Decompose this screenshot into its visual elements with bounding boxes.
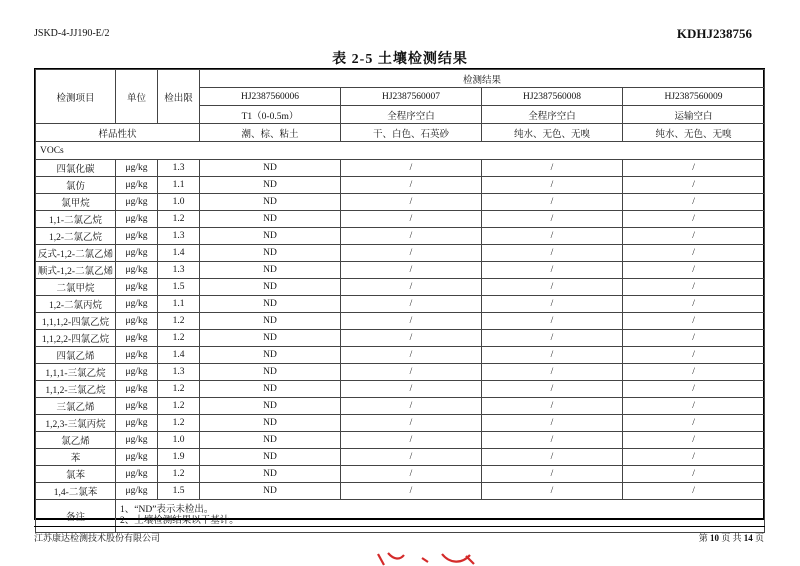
- result-cell: ND: [200, 279, 341, 296]
- result-cell: /: [341, 364, 482, 381]
- result-cell: ND: [200, 194, 341, 211]
- result-cell: ND: [200, 160, 341, 177]
- limit-cell: 1.2: [158, 381, 200, 398]
- item-cell: 氯乙烯: [36, 432, 116, 449]
- result-cell: /: [341, 466, 482, 483]
- page-indicator: [699, 531, 764, 544]
- table-row: [36, 313, 765, 330]
- table-row: [36, 432, 765, 449]
- unit-cell: μg/kg: [116, 228, 158, 245]
- limit-cell: 1.4: [158, 347, 200, 364]
- table-row: [36, 483, 765, 500]
- item-cell: 氯苯: [36, 466, 116, 483]
- result-cell: /: [341, 194, 482, 211]
- limit-cell: 1.3: [158, 228, 200, 245]
- column-header-item: 检测项目: [36, 70, 116, 124]
- result-cell: /: [623, 364, 765, 381]
- sample-property: 纯水、无色、无嗅: [623, 124, 765, 142]
- result-cell: /: [623, 483, 765, 500]
- table-row: [36, 398, 765, 415]
- table-row: [36, 245, 765, 262]
- unit-cell: μg/kg: [116, 483, 158, 500]
- item-cell: 1,2,3-三氯丙烷: [36, 415, 116, 432]
- item-cell: 1,1,2-三氯乙烷: [36, 381, 116, 398]
- result-cell: /: [623, 262, 765, 279]
- result-cell: /: [623, 279, 765, 296]
- header-row-1: [36, 70, 765, 88]
- footer-divider: [34, 526, 765, 527]
- unit-cell: μg/kg: [116, 262, 158, 279]
- item-cell: 氯甲烷: [36, 194, 116, 211]
- result-cell: /: [482, 449, 623, 466]
- table-row: [36, 296, 765, 313]
- table-row: [36, 160, 765, 177]
- table-row: [36, 449, 765, 466]
- item-cell: 反式-1,2-二氯乙烯: [36, 245, 116, 262]
- result-cell: /: [623, 347, 765, 364]
- result-cell: /: [341, 228, 482, 245]
- unit-cell: μg/kg: [116, 432, 158, 449]
- result-cell: /: [482, 228, 623, 245]
- result-cell: /: [623, 330, 765, 347]
- limit-cell: 1.4: [158, 245, 200, 262]
- table-row: [36, 364, 765, 381]
- result-cell: ND: [200, 313, 341, 330]
- result-cell: /: [482, 381, 623, 398]
- result-cell: /: [623, 466, 765, 483]
- result-cell: ND: [200, 364, 341, 381]
- column-header-unit: 单位: [116, 70, 158, 124]
- result-cell: ND: [200, 245, 341, 262]
- unit-cell: μg/kg: [116, 364, 158, 381]
- result-cell: ND: [200, 432, 341, 449]
- limit-cell: 1.2: [158, 466, 200, 483]
- sample-id: HJ2387560009: [623, 88, 765, 106]
- result-cell: /: [341, 262, 482, 279]
- result-cell: /: [482, 483, 623, 500]
- item-cell: 1,2-二氯丙烷: [36, 296, 116, 313]
- result-cell: /: [482, 415, 623, 432]
- result-cell: /: [623, 449, 765, 466]
- unit-cell: μg/kg: [116, 245, 158, 262]
- table-row: [36, 415, 765, 432]
- table-row: [36, 228, 765, 245]
- item-cell: 氯仿: [36, 177, 116, 194]
- result-cell: /: [623, 313, 765, 330]
- result-cell: /: [623, 245, 765, 262]
- sample-property: 干、白色、石英砂: [341, 124, 482, 142]
- result-cell: /: [623, 432, 765, 449]
- result-cell: /: [482, 364, 623, 381]
- item-cell: 四氯乙烯: [36, 347, 116, 364]
- column-header-limit: 检出限: [158, 70, 200, 124]
- limit-cell: 1.9: [158, 449, 200, 466]
- soil-results-table: [35, 69, 765, 533]
- result-cell: /: [623, 415, 765, 432]
- result-cell: ND: [200, 330, 341, 347]
- result-cell: /: [482, 262, 623, 279]
- table-row: [36, 330, 765, 347]
- limit-cell: 1.2: [158, 211, 200, 228]
- sample-id: HJ2387560006: [200, 88, 341, 106]
- limit-cell: 1.5: [158, 279, 200, 296]
- result-cell: /: [482, 194, 623, 211]
- limit-cell: 1.2: [158, 330, 200, 347]
- section-label: VOCs: [36, 142, 765, 160]
- sample-point: T1（0-0.5m）: [200, 106, 341, 124]
- sample-id: HJ2387560008: [482, 88, 623, 106]
- table-row: [36, 347, 765, 364]
- unit-cell: μg/kg: [116, 415, 158, 432]
- result-cell: /: [341, 211, 482, 228]
- result-cell: /: [482, 398, 623, 415]
- item-cell: 三氯乙烯: [36, 398, 116, 415]
- result-cell: /: [623, 194, 765, 211]
- unit-cell: μg/kg: [116, 194, 158, 211]
- limit-cell: 1.3: [158, 262, 200, 279]
- unit-cell: μg/kg: [116, 160, 158, 177]
- result-cell: ND: [200, 347, 341, 364]
- limit-cell: 1.1: [158, 296, 200, 313]
- limit-cell: 1.2: [158, 313, 200, 330]
- sample-property: 纯水、无色、无嗅: [482, 124, 623, 142]
- result-cell: /: [341, 160, 482, 177]
- result-cell: /: [623, 381, 765, 398]
- table-row: [36, 381, 765, 398]
- unit-cell: μg/kg: [116, 296, 158, 313]
- result-cell: /: [341, 245, 482, 262]
- result-cell: ND: [200, 381, 341, 398]
- result-cell: /: [341, 398, 482, 415]
- result-cell: /: [341, 313, 482, 330]
- result-cell: /: [341, 347, 482, 364]
- result-cell: /: [482, 347, 623, 364]
- unit-cell: μg/kg: [116, 313, 158, 330]
- report-number: KDHJ238756: [676, 26, 752, 41]
- notes-row: [36, 500, 765, 533]
- document-code: JSKD-4-JJ190-E/2: [34, 28, 110, 39]
- unit-cell: μg/kg: [116, 279, 158, 296]
- sample-property-row: [36, 124, 765, 142]
- result-cell: ND: [200, 483, 341, 500]
- result-cell: /: [482, 211, 623, 228]
- result-cell: ND: [200, 398, 341, 415]
- unit-cell: μg/kg: [116, 177, 158, 194]
- result-cell: ND: [200, 177, 341, 194]
- result-cell: /: [482, 160, 623, 177]
- result-cell: ND: [200, 228, 341, 245]
- stamp-graphic: [370, 552, 480, 566]
- unit-cell: μg/kg: [116, 211, 158, 228]
- unit-cell: μg/kg: [116, 449, 158, 466]
- note-line: 2、土壤检测结果以干基计。: [120, 516, 239, 526]
- limit-cell: 1.0: [158, 194, 200, 211]
- sample-point: 全程序空白: [341, 106, 482, 124]
- item-cell: 二氯甲烷: [36, 279, 116, 296]
- notes-label: 备注: [36, 500, 116, 533]
- result-cell: /: [482, 245, 623, 262]
- result-cell: /: [482, 177, 623, 194]
- limit-cell: 1.2: [158, 415, 200, 432]
- result-cell: /: [341, 415, 482, 432]
- limit-cell: 1.3: [158, 160, 200, 177]
- page-mid: 页 共: [721, 533, 742, 543]
- result-cell: /: [341, 330, 482, 347]
- item-cell: 苯: [36, 449, 116, 466]
- page-suffix: 页: [754, 533, 764, 543]
- item-cell: 1,4-二氯苯: [36, 483, 116, 500]
- result-cell: ND: [200, 211, 341, 228]
- result-cell: /: [623, 160, 765, 177]
- unit-cell: μg/kg: [116, 398, 158, 415]
- page-current: 10: [709, 533, 719, 543]
- seal-stamp-fragment: [370, 552, 480, 566]
- table-row: [36, 279, 765, 296]
- limit-cell: 1.5: [158, 483, 200, 500]
- result-cell: /: [623, 177, 765, 194]
- table-row: [36, 211, 765, 228]
- result-cell: /: [341, 449, 482, 466]
- column-header-results: 检测结果: [200, 70, 765, 88]
- note-line: 1、“ND”表示未检出。: [120, 505, 214, 515]
- unit-cell: μg/kg: [116, 466, 158, 483]
- result-cell: /: [341, 296, 482, 313]
- result-cell: /: [623, 296, 765, 313]
- table-title: 表 2-5 土壤检测结果: [332, 52, 468, 67]
- result-cell: /: [341, 432, 482, 449]
- limit-cell: 1.1: [158, 177, 200, 194]
- result-cell: /: [482, 279, 623, 296]
- unit-cell: μg/kg: [116, 381, 158, 398]
- result-cell: /: [623, 228, 765, 245]
- table-row: [36, 177, 765, 194]
- result-cell: ND: [200, 262, 341, 279]
- company-name: 江苏康达检测技术股份有限公司: [34, 533, 161, 543]
- result-cell: /: [482, 313, 623, 330]
- limit-cell: 1.0: [158, 432, 200, 449]
- limit-cell: 1.2: [158, 398, 200, 415]
- sample-property: 潮、棕、粘土: [200, 124, 341, 142]
- item-cell: 1,1-二氯乙烷: [36, 211, 116, 228]
- result-cell: /: [623, 398, 765, 415]
- table-row: [36, 262, 765, 279]
- result-cell: ND: [200, 296, 341, 313]
- unit-cell: μg/kg: [116, 330, 158, 347]
- result-cell: ND: [200, 449, 341, 466]
- result-cell: /: [482, 296, 623, 313]
- table-row: [36, 194, 765, 211]
- result-cell: /: [623, 211, 765, 228]
- item-cell: 顺式-1,2-二氯乙烯: [36, 262, 116, 279]
- sample-point: 运输空白: [623, 106, 765, 124]
- item-cell: 1,1,1,2-四氯乙烷: [36, 313, 116, 330]
- notes-content: [116, 500, 765, 533]
- result-cell: /: [341, 279, 482, 296]
- limit-cell: 1.3: [158, 364, 200, 381]
- result-cell: /: [341, 381, 482, 398]
- item-cell: 四氯化碳: [36, 160, 116, 177]
- result-cell: /: [482, 432, 623, 449]
- result-cell: /: [341, 177, 482, 194]
- result-cell: /: [482, 466, 623, 483]
- sample-property-label: 样品性状: [36, 124, 200, 142]
- result-cell: /: [341, 483, 482, 500]
- table-row: [36, 466, 765, 483]
- item-cell: 1,1,1-三氯乙烷: [36, 364, 116, 381]
- sample-id: HJ2387560007: [341, 88, 482, 106]
- page-total: 14: [743, 533, 753, 543]
- unit-cell: μg/kg: [116, 347, 158, 364]
- result-cell: ND: [200, 415, 341, 432]
- item-cell: 1,1,2,2-四氯乙烷: [36, 330, 116, 347]
- result-cell: /: [482, 330, 623, 347]
- section-row: [36, 142, 765, 160]
- result-cell: ND: [200, 466, 341, 483]
- page-prefix: 第: [698, 533, 708, 543]
- item-cell: 1,2-二氯乙烷: [36, 228, 116, 245]
- sample-point: 全程序空白: [482, 106, 623, 124]
